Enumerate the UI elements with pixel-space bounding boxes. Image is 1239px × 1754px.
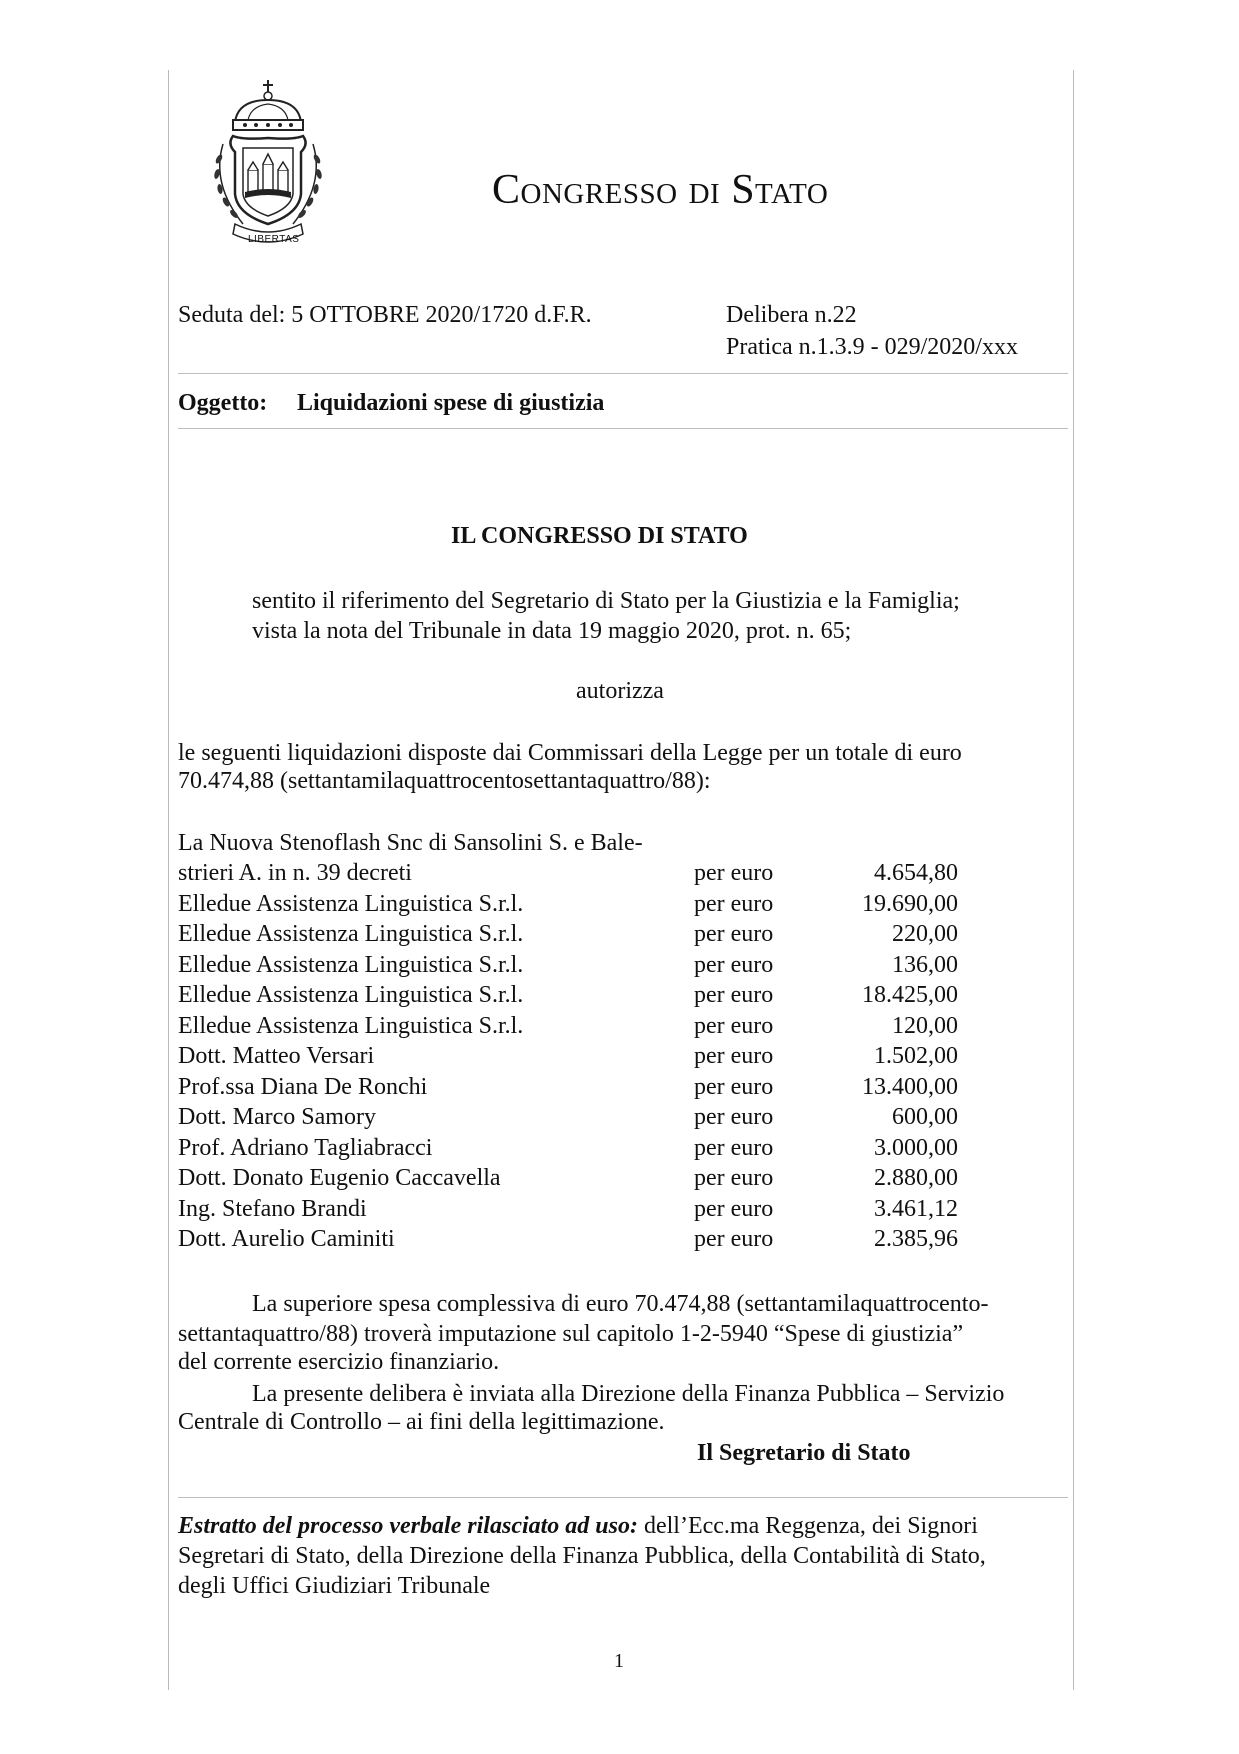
payee-name: Ing. Stefano Brandi (178, 1195, 367, 1222)
table-row (178, 1226, 1058, 1256)
oggetto-text: Liquidazioni spese di giustizia (297, 390, 605, 416)
payee-name: Dott. Marco Samory (178, 1104, 376, 1130)
first-row-line-1: La Nuova Stenoflash Snc di Sansolini S. e Bale- (178, 830, 643, 856)
signature: Il Segretario di Stato (697, 1440, 911, 1466)
table-row (178, 952, 1058, 982)
footer-divider (178, 1497, 1068, 1498)
table-row (178, 1043, 1058, 1073)
premise-1: sentito il riferimento del Segretario di Stato per la Giustizia e la Famiglia; (252, 588, 960, 614)
authorizes-verb: autorizza (576, 678, 664, 704)
table-row (178, 860, 1058, 890)
invio-line-2: Centrale di Controllo – ai fini della legittimazione. (178, 1409, 665, 1435)
per-euro-label: per euro (694, 890, 774, 917)
payee-name: Elledue Assistenza Linguistica S.r.l. (178, 1012, 524, 1039)
per-euro-label: per euro (694, 1134, 774, 1161)
amount: 4.654,80 (874, 860, 958, 886)
per-euro-label: per euro (694, 1226, 774, 1252)
table-row (178, 1104, 1058, 1134)
header-divider (178, 373, 1068, 374)
payee-name: Elledue Assistenza Linguistica S.r.l. (178, 982, 524, 1008)
estratto-line-3: degli Uffici Giudiziari Tribunale (178, 1573, 491, 1599)
spesa-line-2: settantaquattro/88) troverà imputazione sul capitolo 1-2-5940 “Spese di giustizia” (178, 1321, 964, 1347)
page-number: 1 (614, 1650, 624, 1672)
payee-name: Prof. Adriano Tagliabracci (178, 1134, 433, 1161)
per-euro-label: per euro (694, 982, 774, 1008)
pratica-number: Pratica n.1.3.9 - 029/2020/xxx (726, 334, 1018, 360)
amount: 136,00 (892, 951, 958, 978)
premise-2: vista la nota del Tribunale in data 19 maggio 2020, prot. n. 65; (252, 618, 852, 644)
table-row (178, 1074, 1058, 1104)
per-euro-label: per euro (694, 951, 774, 978)
amount: 3.000,00 (874, 1134, 958, 1161)
per-euro-label: per euro (694, 860, 774, 886)
seduta-line: Seduta del: 5 OTTOBRE 2020/1720 d.F.R. (178, 302, 592, 328)
estratto-label: Estratto del processo verbale rilasciato ad uso: (178, 1513, 638, 1539)
spesa-line-1: La superiore spesa complessiva di euro 70.474,88 (settantamilaquattrocento- (252, 1291, 989, 1317)
payee-name: Dott. Matteo Versari (178, 1043, 375, 1069)
per-euro-label: per euro (694, 1043, 774, 1069)
table-row (178, 1196, 1058, 1226)
per-euro-label: per euro (694, 1165, 774, 1191)
amount: 2.385,96 (874, 1226, 958, 1252)
intro-line-1: le seguenti liquidazioni disposte dai Commissari della Legge per un totale di euro (178, 740, 962, 766)
amount: 600,00 (892, 1104, 958, 1130)
amount: 120,00 (892, 1012, 958, 1039)
payee-name: Dott. Donato Eugenio Caccavella (178, 1165, 501, 1191)
left-margin-rule (168, 70, 169, 1690)
amount: 3.461,12 (874, 1195, 958, 1222)
body-heading: IL CONGRESSO DI STATO (451, 523, 748, 549)
amount: 1.502,00 (874, 1043, 958, 1069)
crest-ribbon-text: LIBERTAS (248, 234, 300, 245)
estratto-line-1 (178, 1513, 978, 1540)
amount: 220,00 (892, 921, 958, 947)
spesa-line-3: del corrente esercizio finanziario. (178, 1349, 500, 1375)
payee-name: strieri A. in n. 39 decreti (178, 860, 412, 886)
table-row (178, 921, 1058, 951)
amount: 2.880,00 (874, 1165, 958, 1191)
estratto-text-1: dell’Ecc.ma Reggenza, dei Signori (643, 1513, 978, 1539)
table-row (178, 891, 1058, 921)
per-euro-label: per euro (694, 921, 774, 947)
table-row (178, 1013, 1058, 1043)
table-row (178, 1135, 1058, 1165)
per-euro-label: per euro (694, 1195, 774, 1222)
san-marino-crest-icon (193, 74, 343, 254)
table-row (178, 1165, 1058, 1195)
payee-name: Dott. Aurelio Caminiti (178, 1226, 395, 1252)
intro-line-2: 70.474,88 (settantamilaquattrocentosettantaquattro/88): (178, 768, 711, 794)
payee-name: Prof.ssa Diana De Ronchi (178, 1073, 428, 1100)
document-title: Congresso di Stato (492, 167, 829, 213)
invio-line-1: La presente delibera è inviata alla Direzione della Finanza Pubblica – Servizio (252, 1381, 1005, 1407)
oggetto-divider (178, 428, 1068, 429)
amount: 19.690,00 (862, 890, 958, 917)
amount: 13.400,00 (862, 1073, 958, 1100)
table-row (178, 982, 1058, 1012)
estratto-line-2: Segretari di Stato, della Direzione della Finanza Pubblica, della Contabilità di Stato, (178, 1543, 986, 1569)
payee-name: Elledue Assistenza Linguistica S.r.l. (178, 921, 524, 947)
right-margin-rule (1073, 70, 1074, 1690)
per-euro-label: per euro (694, 1012, 774, 1039)
amount: 18.425,00 (862, 982, 958, 1008)
delibera-number: Delibera n.22 (726, 302, 857, 328)
payee-name: Elledue Assistenza Linguistica S.r.l. (178, 890, 524, 917)
per-euro-label: per euro (694, 1073, 774, 1100)
payee-name: Elledue Assistenza Linguistica S.r.l. (178, 951, 524, 978)
oggetto-label: Oggetto: (178, 390, 268, 416)
per-euro-label: per euro (694, 1104, 774, 1130)
